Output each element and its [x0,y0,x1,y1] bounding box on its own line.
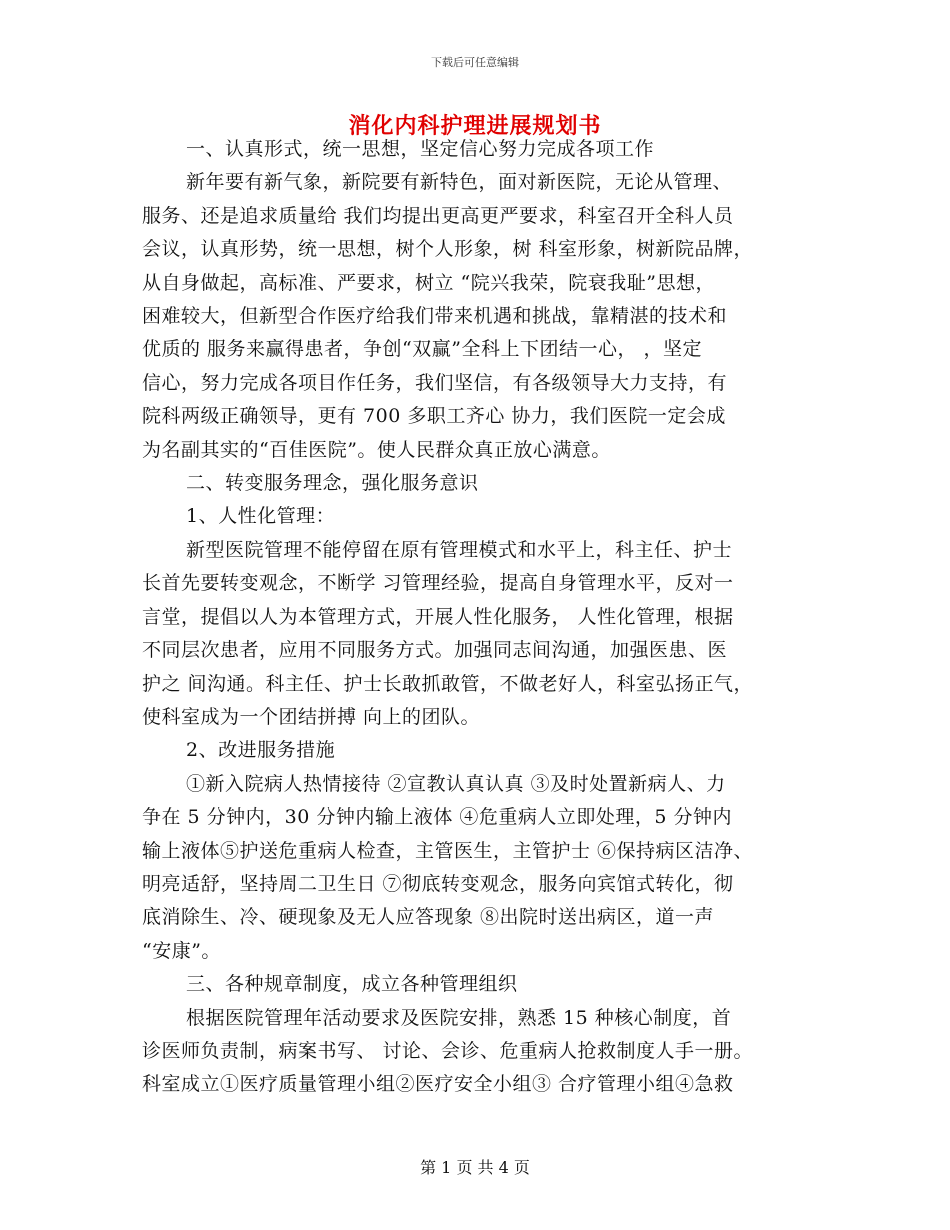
paragraph-line: 院科两级正确领导，更有 700 多职工齐心 协力，我们医院一定会成 [142,405,726,428]
paragraph-line: 新年要有新气象，新院要有新特色，面对新医院，无论从管理、 [186,171,733,194]
paragraph-line: 言堂，提倡以人为本管理方式，开展人性化服务， 人性化管理，根据 [142,605,734,628]
header-note: 下载后可任意编辑 [431,56,519,69]
paragraph-line: 争在 5 分钟内，30 分钟内输上液体 ④危重病人立即处理，5 分钟内 [142,806,733,829]
paragraph-line: 信心，努力完成各项目作任务，我们坚信，有各级领导大力支持，有 [142,371,728,394]
page-number-footer: 第 1 页 共 4 页 [420,1158,530,1177]
subsection-heading: 2、改进服务措施 [186,739,336,762]
paragraph-line: 优质的 服务来赢得患者，争创“双赢”全科上下团结一心， ，坚定 [142,338,703,361]
paragraph-line: 护之 间沟通。科主任、护士长敢抓敢管，不做老好人，科室弘扬正气， [142,672,754,695]
paragraph-line: 输上液体⑤护送危重病人检查，主管医生，主管护士 ⑥保持病区洁净、 [142,839,754,862]
paragraph-line: 新型医院管理不能停留在原有管理模式和水平上，科主任、护士 [186,538,733,561]
paragraph-line: 诊医师负责制，病案书写、 讨论、会诊、危重病人抢救制度人手一册。 [142,1039,754,1062]
paragraph-line: 底消除生、冷、硬现象及无人应答现象 ⑧出院时送出病区，道一声 [142,906,715,929]
paragraph-line: 长首先要转变观念，不断学 习管理经验，提高自身管理水平，反对一 [142,572,734,595]
section-heading-1: 一、认真形式，统一思想，坚定信心努力完成各项工作 [186,138,655,160]
paragraph-line: 从自身做起，高标准、严要求，树立 “院兴我荣，院衰我耻”思想， [142,271,715,294]
paragraph-line: 困难较大，但新型合作医疗给我们带来机遇和挑战，靠精湛的技术和 [142,305,728,328]
paragraph-line: 科室成立①医疗质量管理小组②医疗安全小组③ 合疗管理小组④急救 [142,1073,734,1096]
paragraph-line: 服务、还是追求质量给 我们均提出更高更严要求，科室召开全科人员 [142,204,734,227]
document-body [142,133,822,1102]
paragraph-line: 使科室成为一个团结拼搏 向上的团队。 [142,705,481,728]
paragraph-line: 会议，认真形势，统一思想，树个人形象，树 科室形象，树新院品牌， [142,238,754,261]
subsection-heading: 1、人性化管理： [186,505,336,528]
section-heading-2: 二、转变服务理念，强化服务意识 [186,472,479,495]
paragraph-line: 不同层次患者，应用不同服务方式。加强同志间沟通，加强医患、医 [142,639,728,662]
document-title: 消化内科护理进展规划书 [348,113,602,139]
paragraph-line: ①新入院病人热情接待 ②宣教认真认真 ③及时处置新病人、力 [186,772,726,795]
paragraph-line: 根据医院管理年活动要求及医院安排，熟悉 15 种核心制度，首 [186,1006,732,1029]
paragraph-line: “安康”。 [142,939,221,962]
paragraph-line: 明亮适舒，坚持周二卫生日 ⑦彻底转变观念，服务向宾馆式转化，彻 [142,872,734,895]
paragraph-line: 为名副其实的“百佳医院”。使人民群众真正放心满意。 [142,438,611,461]
section-heading-3: 三、各种规章制度，成立各种管理组织 [186,973,518,996]
